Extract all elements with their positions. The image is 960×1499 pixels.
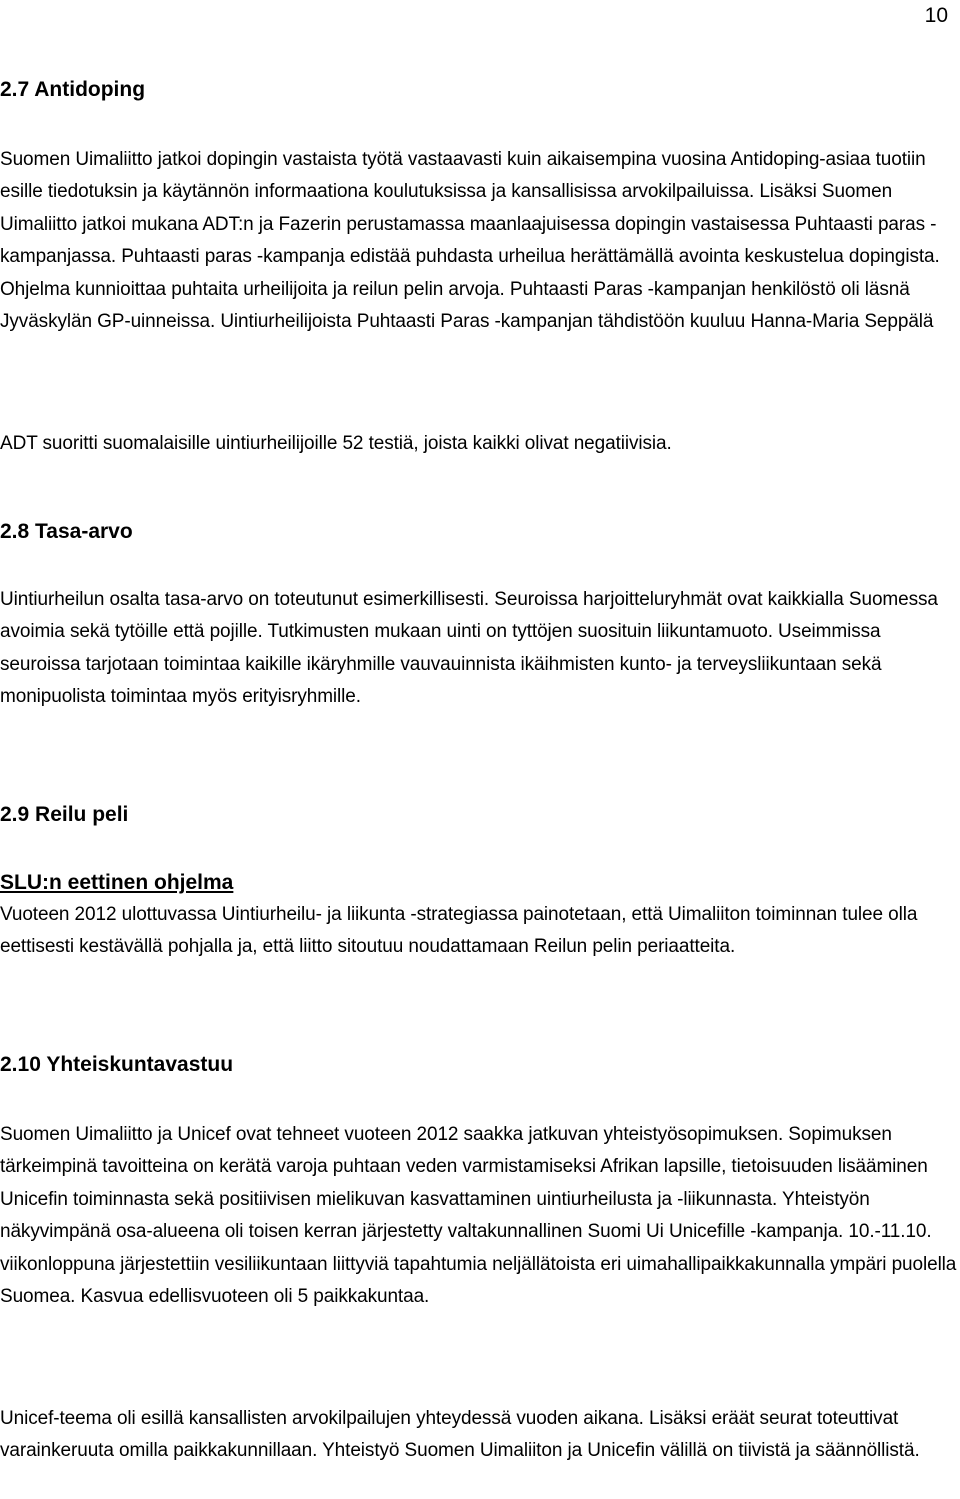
paragraph-yhteiskuntavastuu-1: Suomen Uimaliitto ja Unicef ovat tehneet vuoteen 2012 saakka jatkuvan yhteistyösopimuksen. Sopimuksen tärkeimpinä tavoitteina on kerätä varoja puhtaan veden varmistamiseksi Afrikan lapsille, tietoisuuden lisääminen Unicefin toiminnasta sekä positiivisen mielikuvan kasvattaminen uintiurheilusta ja -liikunnasta. Yhteistyön näkyvimpänä osa-alueena oli toisen kerran järjestetty valtakunnallinen Suomi Ui Unicefille -kampanja. 10.-11.10. viikonloppuna järjestettiin vesiliikuntaan liittyviä tapahtumia neljällätoista eri uimahallipaikkakunnalla ympäri puolella Suomea. Kasvua edellisvuoteen oli 5 paikkakuntaa. — [0, 1124, 957, 1308]
paragraph-tasa-arvo-1: Uintiurheilun osalta tasa-arvo on toteutunut esimerkillisesti. Seuroissa harjoitteluryhmät ovat kaikkialla Suomessa avoimia sekä tytöille että pojille. Tutkimusten mukaan uinti on tyttöjen suosituin liikuntamuoto. Useimmissa seuroissa tarjotaan toimintaa kaikille ikäryhmille vauvauinnista ikäihmisten kunto- ja terveysliikuntaan sekä monipuolista toimintaa myös erityisryhmille. — [0, 589, 938, 708]
page-number: 10 — [924, 4, 948, 27]
paragraph-yhteiskuntavastuu-2: Unicef-teema oli esillä kansallisten arvokilpailujen yhteydessä vuoden aikana. Lisäksi eräät seurat toteuttivat varainkeruuta omilla paikkakunnillaan. Yhteistyö Suomen Uimaliiton ja Unicefin välillä on tiivistä ja säännöllistä. — [0, 1408, 920, 1462]
paragraph-antidoping-2: ADT suoritti suomalaisille uintiurheilijoille 52 testiä, joista kaikki olivat negatiivisia. — [0, 433, 672, 454]
section-heading-antidoping: 2.7 Antidoping — [0, 78, 146, 101]
paragraph-antidoping-1: Suomen Uimaliitto jatkoi dopingin vastaista työtä vastaavasti kuin aikaisempina vuosina Antidoping-asiaa tuotiin esille tiedotuksin ja käytännön informaationa koulutuksissa ja kansallisissa arvokilpailuissa. Lisäksi Suomen Uimaliitto jatkoi mukana ADT:n ja Fazerin perustamassa maanlaajuisessa dopingin vastaisessa Puhtaasti paras -kampanjassa. Puhtaasti paras -kampanja edistää puhdasta urheilua herättämällä avointa keskustelua dopingista. Ohjelma kunnioittaa puhtaita urheilijoita ja reilun pelin arvoja. Puhtaasti Paras -kampanjan henkilöstö oli läsnä Jyväskylän GP-uinneissa. Uintiurheilijoista Puhtaasti Paras -kampanjan tähdistöön kuuluu Hanna-Maria Seppälä — [0, 149, 940, 333]
subheading-eettinen-ohjelma: SLU:n eettinen ohjelma — [0, 871, 234, 894]
section-heading-tasa-arvo: 2.8 Tasa-arvo — [0, 520, 133, 543]
section-heading-reilu-peli: 2.9 Reilu peli — [0, 803, 129, 826]
section-heading-yhteiskuntavastuu: 2.10 Yhteiskuntavastuu — [0, 1053, 234, 1076]
paragraph-reilu-peli-1: Vuoteen 2012 ulottuvassa Uintiurheilu- ja liikunta -strategiassa painotetaan, että Uimaliiton toiminnan tulee olla eettisesti kestävällä pohjalla ja, että liitto sitoutuu noudattamaan Reilun pelin periaatteita. — [0, 904, 918, 958]
